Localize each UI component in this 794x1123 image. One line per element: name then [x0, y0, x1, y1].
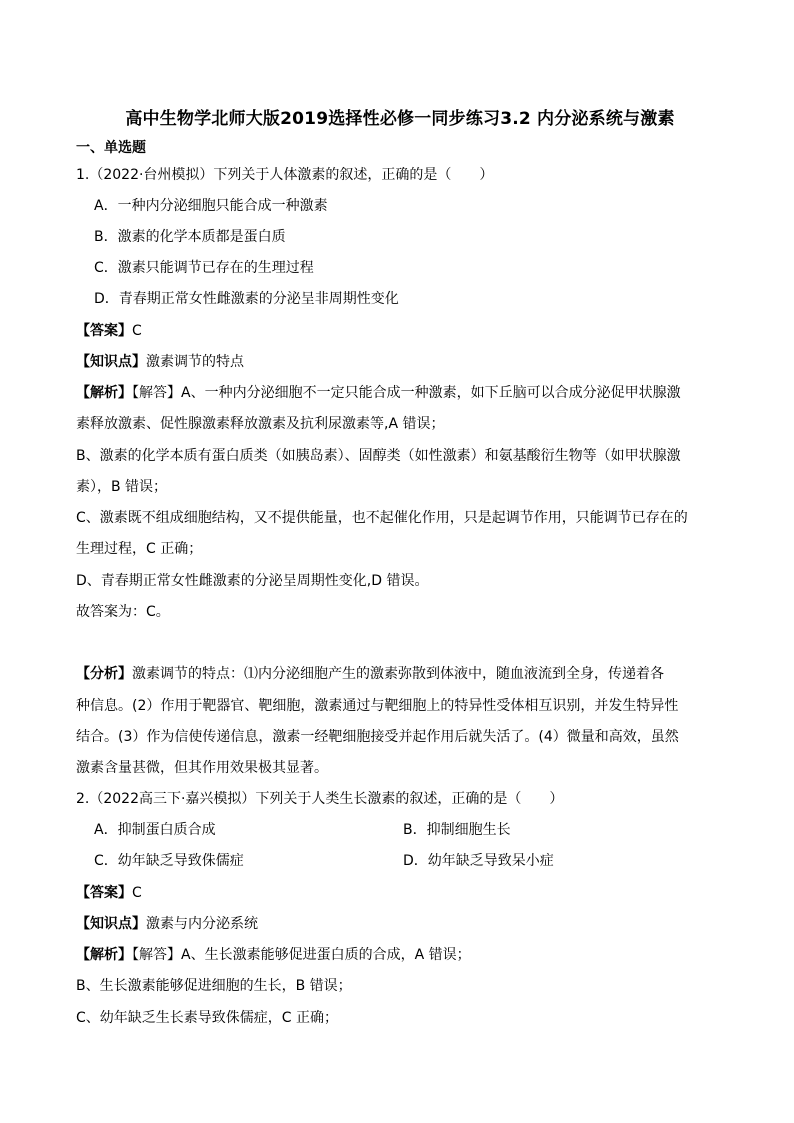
q1-fenxi-line-2: 种信息。(2）作用于靶器官、靶细胞，激素通过与靶细胞上的特异性受体相互识别，并发生特异性: [76, 698, 679, 714]
q1-analysis-line-4: 素），B 错误；: [76, 479, 168, 495]
analysis-text: 【解答】A、生长激素能够促进蛋白质的合成，A 错误；: [132, 947, 471, 963]
answer-tag: 【答案】: [76, 323, 132, 339]
q1-option-a: A．一种内分泌细胞只能合成一种激素: [94, 198, 328, 214]
analysis-tag: 【解析】: [76, 947, 132, 963]
fenxi-tag: 【分析】: [76, 666, 132, 682]
analysis-text: 【解答】A、一种内分泌细胞不一定只能合成一种激素，如下丘脑可以合成分泌促甲状腺激: [132, 385, 681, 401]
q2-option-a: A．抑制蛋白质合成: [94, 822, 216, 838]
answer-tag: 【答案】: [76, 885, 132, 901]
q1-analysis-line-3: B、激素的化学本质有蛋白质类（如胰岛素）、固醇类（如性激素）和氨基酸衍生物等（如甲状腺激: [76, 448, 681, 464]
q1-analysis-line-1: [76, 384, 681, 402]
q1-option-d: D．青春期正常女性雌激素的分泌呈非周期性变化: [94, 291, 399, 307]
q2-option-b: B．抑制细胞生长: [403, 822, 511, 838]
q1-fenxi-line-3: 结合。(3）作为信使传递信息，激素一经靶细胞接受并起作用后就失活了。(4）微量和高效，虽然: [76, 729, 679, 745]
q1-stem: 1.（2022·台州模拟）下列关于人体激素的叙述，正确的是（ ）: [76, 167, 494, 183]
q1-analysis-line-6: 生理过程，C 正确；: [76, 541, 203, 557]
q2-analysis-line-2: B、生长激素能够促进细胞的生长，B 错误；: [76, 978, 352, 994]
knowledge-value: 激素调节的特点: [146, 354, 244, 370]
q1-fenxi-line-4: 激素含量甚微，但其作用效果极其显著。: [76, 760, 328, 776]
answer-value: C: [132, 885, 142, 901]
q2-stem: 2.（2022高三下·嘉兴模拟）下列关于人类生长激素的叙述，正确的是（ ）: [76, 791, 564, 807]
q1-option-c: C．激素只能调节已存在的生理过程: [94, 260, 314, 276]
page-title: 高中生物学北师大版2019选择性必修一同步练习3.2 内分泌系统与激素: [125, 109, 675, 129]
q1-analysis-line-2: 素释放激素、促性腺激素释放激素及抗利尿激素等,A 错误；: [76, 416, 445, 432]
knowledge-tag: 【知识点】: [76, 354, 146, 370]
knowledge-value: 激素与内分泌系统: [146, 916, 258, 932]
q2-knowledge: [76, 915, 258, 933]
q1-fenxi-line-1: [76, 665, 664, 683]
q1-analysis-line-5: C、激素既不组成细胞结构，又不提供能量，也不起催化作用，只是起调节作用，只能调节已存在的: [76, 510, 688, 526]
q1-knowledge: [76, 353, 244, 371]
q1-answer: [76, 322, 142, 340]
q2-option-d: D．幼年缺乏导致呆小症: [403, 853, 554, 869]
q2-answer: [76, 884, 142, 902]
q1-analysis-line-7: D、青春期正常女性雌激素的分泌呈周期性变化,D 错误。: [76, 573, 429, 589]
q2-analysis-line-1: [76, 946, 471, 964]
analysis-tag: 【解析】: [76, 385, 132, 401]
q2-analysis-line-3: C、幼年缺乏生长素导致侏儒症，C 正确；: [76, 1010, 338, 1026]
q1-option-b: B．激素的化学本质都是蛋白质: [94, 229, 286, 245]
answer-value: C: [132, 323, 142, 339]
q1-analysis-line-8: 故答案为：C。: [76, 604, 170, 620]
q2-option-c: C．幼年缺乏导致侏儒症: [94, 853, 244, 869]
fenxi-text: 激素调节的特点：⑴内分泌细胞产生的激素弥散到体液中，随血液流到全身，传递着各: [132, 666, 664, 682]
knowledge-tag: 【知识点】: [76, 916, 146, 932]
section-heading: 一、单选题: [76, 140, 146, 156]
